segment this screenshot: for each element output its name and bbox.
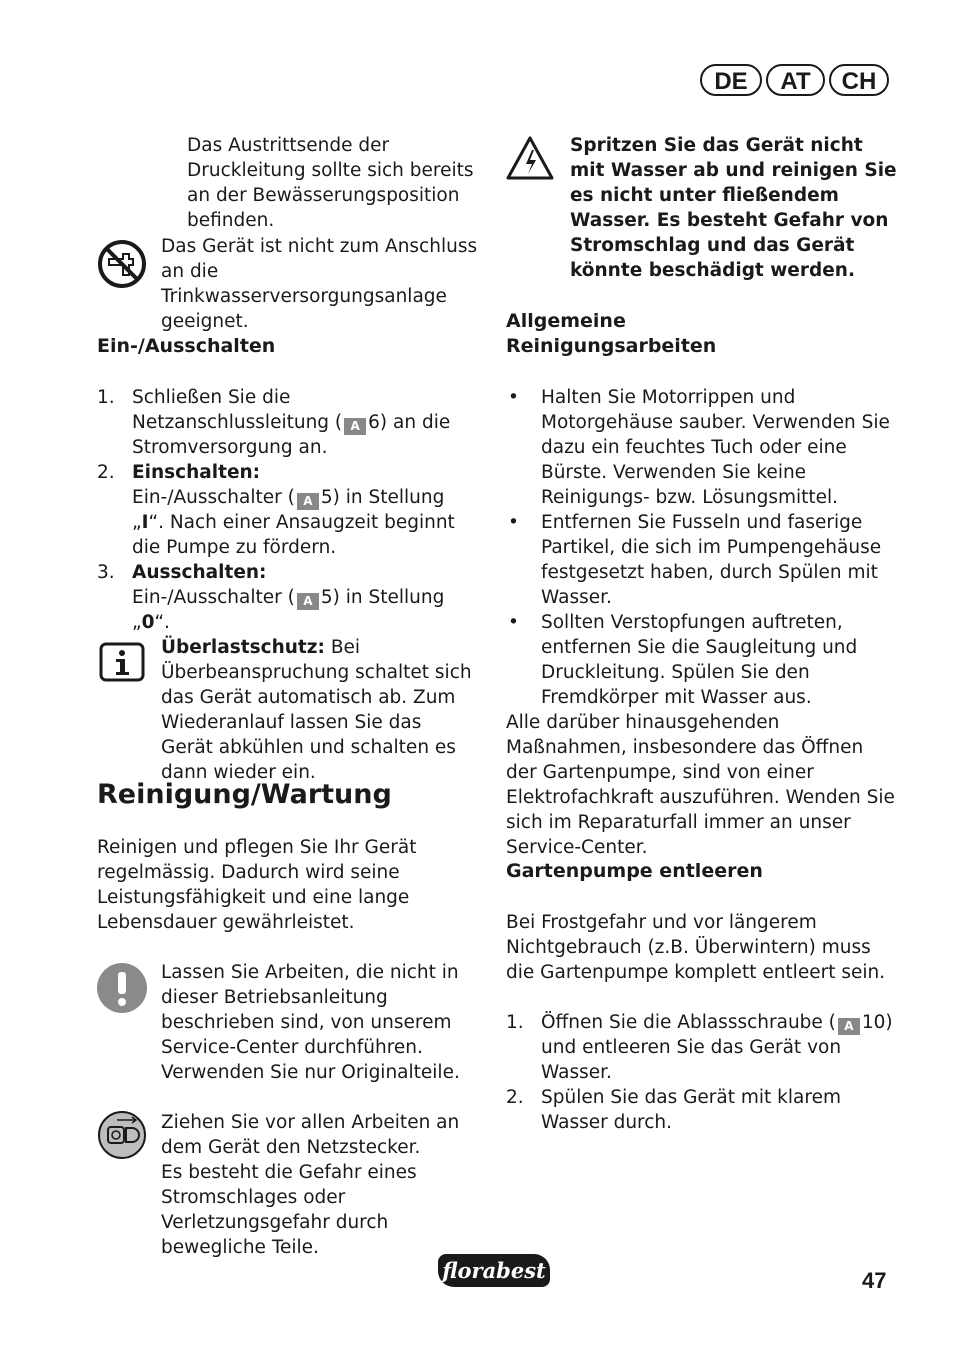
unplug-icon bbox=[97, 1110, 147, 1160]
maintenance-heading: Reinigung/Wartung bbox=[97, 779, 392, 810]
figure-a-badge: A bbox=[838, 1018, 860, 1035]
country-badge-ch: CH bbox=[829, 64, 889, 96]
figure-a-badge: A bbox=[344, 418, 366, 435]
drain-steps bbox=[506, 1010, 898, 1135]
no-drinking-water-icon bbox=[97, 239, 147, 289]
list-item: 2. Spülen Sie das Gerät mit klarem Wasser durch. bbox=[506, 1087, 841, 1133]
figure-a-badge: A bbox=[297, 593, 319, 610]
brand-logo: florabest bbox=[438, 1254, 550, 1287]
switch-heading: Ein-/Ausschalten bbox=[97, 335, 276, 357]
list-item: 3. Ausschalten: Ein-/Ausschalter ( A 5) in Stellung „0“. bbox=[97, 562, 445, 633]
country-badge-at: AT bbox=[766, 64, 825, 96]
service-warning: Lassen Sie Arbeiten, die nicht in dieser Betriebsanleitung beschrieben sind, von unserem Service-Center durchführen. Verwenden Sie nur Originalteile. bbox=[161, 962, 460, 1083]
cleaning-heading-line-2: Reinigungsarbeiten bbox=[506, 335, 717, 357]
page-number: 47 bbox=[862, 1268, 887, 1293]
drain-intro: Bei Frostgefahr und vor längerem Nichtgebrauch (z.B. Überwintern) muss die Gartenpumpe komplett entleert sein. bbox=[506, 912, 886, 983]
list-item: 2. Einschalten: Ein-/Ausschalter ( A 5) in Stellung „I“. Nach einer Ansaugzeit beginnt die Pumpe zu fördern. bbox=[97, 462, 455, 558]
info-icon bbox=[99, 642, 145, 682]
cleaning-heading bbox=[506, 309, 886, 359]
switch-steps bbox=[97, 385, 482, 635]
electric-hazard-icon bbox=[505, 134, 555, 184]
unplug-note-line-2: Es besteht die Gefahr eines Stromschlages oder Verletzungsgefahr durch bewegliche Teile. bbox=[161, 1162, 417, 1258]
cleaning-bullets bbox=[506, 385, 894, 710]
unplug-note bbox=[161, 1110, 479, 1260]
maintenance-intro: Reinigen und pflegen Sie Ihr Gerät regelmässig. Dadurch wird seine Leistungsfähigkeit und eine lange Lebensdauer gewährleistet. bbox=[97, 837, 417, 933]
country-badge-de: DE bbox=[700, 64, 762, 96]
figure-a-badge: A bbox=[297, 493, 319, 510]
list-item: • Sollten Verstopfungen auftreten, entfernen Sie die Saugleitung und Druckleitung. Spülen Sie den Fremdkörper mit Wasser aus. bbox=[508, 612, 858, 708]
warning-exclamation-icon bbox=[97, 963, 147, 1013]
list-item: • Entfernen Sie Fusseln und faserige Partikel, die sich im Pumpengehäuse festgesetzt haben, durch Spülen mit Wasser. bbox=[508, 512, 882, 608]
overload-note: Überlastschutz: Bei Überbeanspruchung schaltet sich das Gerät automatisch ab. Zum Wiederanlauf lassen Sie das Gerät abkühlen und schalten es dann wieder ein. bbox=[161, 637, 472, 783]
list-item: 1. Öffnen Sie die Ablassschraube ( A 10) und entleeren Sie das Gerät von Wasser. bbox=[506, 1012, 893, 1083]
drain-heading: Gartenpumpe entleeren bbox=[506, 860, 763, 882]
unplug-note-line-1: Ziehen Sie vor allen Arbeiten an dem Gerät den Netzstecker. bbox=[161, 1112, 460, 1158]
extra-measures: Alle darüber hinausgehenden Maßnahmen, insbesondere das Öffnen der Gartenpumpe, sind von einer Elektrofachkraft auszuführen. Wenden Sie sich im Reparaturfall immer an unser Service-Center. bbox=[506, 712, 895, 858]
cleaning-heading-line-1: Allgemeine bbox=[506, 310, 626, 332]
electric-warning: Spritzen Sie das Gerät nicht mit Wasser ab und reinigen Sie es nicht unter fließendem Wasser. Es besteht Gefahr von Stromschlag und das Gerät könnte beschädigt werden. bbox=[570, 135, 897, 281]
intro-text: Das Austrittsende der Druckleitung sollte sich bereits an der Bewässerungsposition befinden. bbox=[187, 135, 474, 231]
list-item: • Halten Sie Motorrippen und Motorgehäuse sauber. Verwenden Sie dazu ein feuchtes Tuch oder eine Bürste. Verwenden Sie keine Reinigungs- bzw. Lösungsmittel. bbox=[508, 387, 890, 508]
drinking-water-note: Das Gerät ist nicht zum Anschluss an die Trinkwasserversorgungsanlage geeignet. bbox=[161, 236, 478, 332]
list-item: 1. Schließen Sie die Netzanschlussleitung ( A 6) an die Stromversorgung an. bbox=[97, 387, 451, 458]
